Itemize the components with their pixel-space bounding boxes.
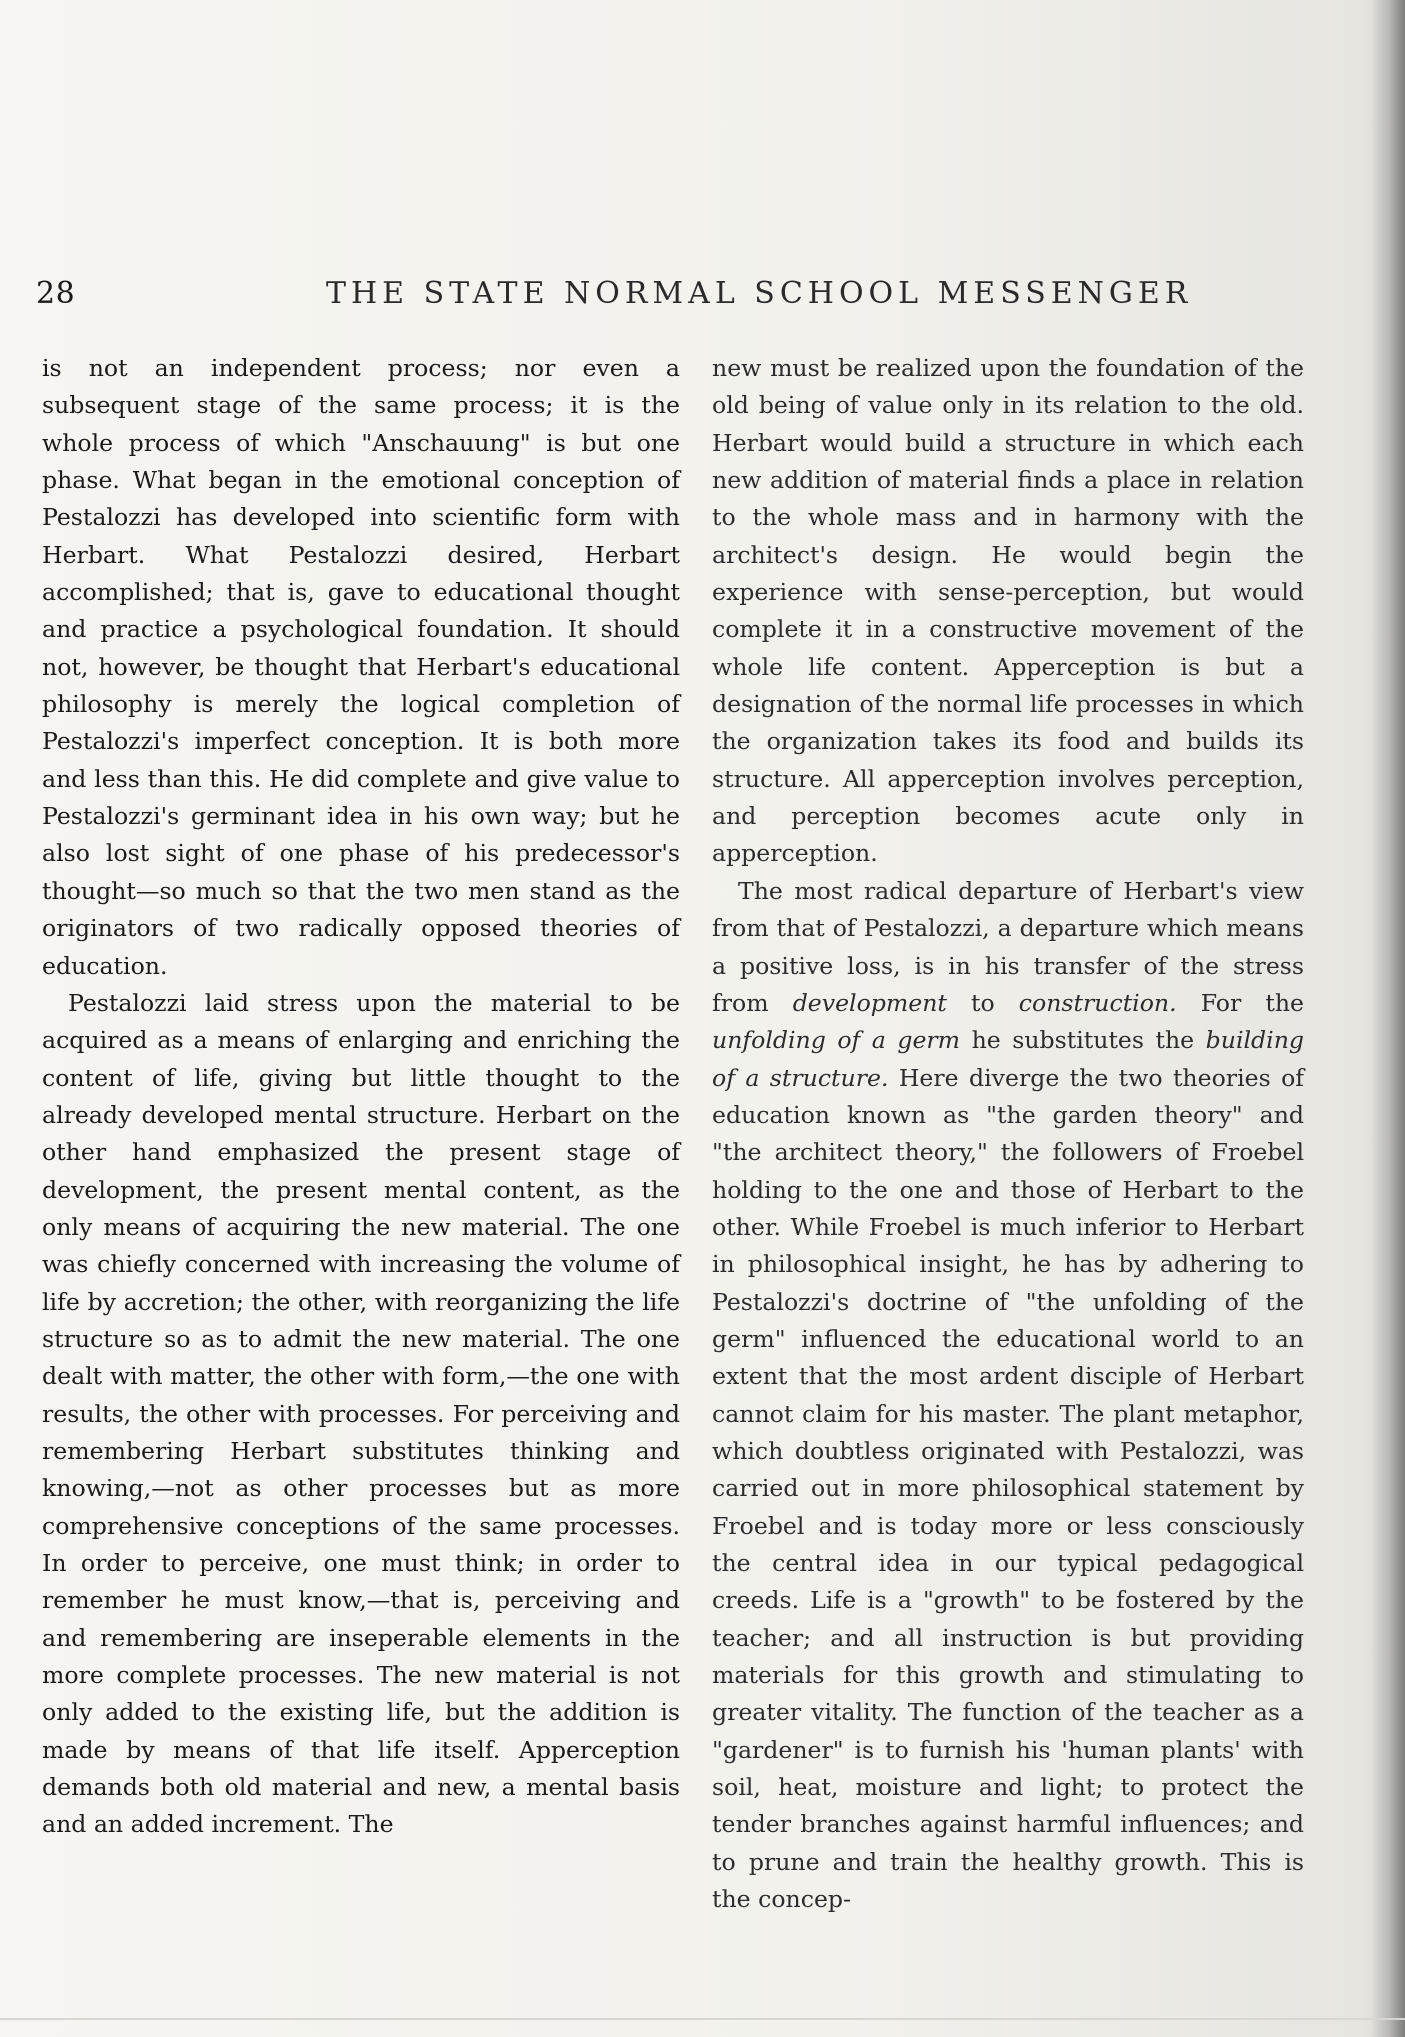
text-run: For the [1176, 988, 1305, 1017]
running-title: THE STATE NORMAL SCHOOL MESSENGER [326, 276, 1193, 311]
text-run: to [946, 988, 1019, 1017]
page-number: 28 [36, 276, 76, 311]
italic-unfolding-of-a-germ: unfolding of a germ [712, 1026, 961, 1055]
text-run: he substitutes the [960, 1026, 1206, 1055]
text-run: The most radical departure of Herbart's view from that of Pestalozzi, a departure which means a positive loss, is in his transfer of the stress from [712, 876, 1304, 1017]
bottom-edge-line [0, 2018, 1405, 2020]
right-column [712, 350, 1304, 1918]
italic-development: development [792, 988, 947, 1017]
page-header [36, 276, 1336, 326]
page-edge-shadow [1371, 0, 1405, 2037]
left-paragraph-2: Pestalozzi laid stress upon the material to be acquired as a means of enlarging and enriching the content of life, giving but little thought to the already developed mental structure. Herbart on the other hand emphasized the present stage of development, the present mental content, as the only means of acquiring the new material. The one was chiefly concerned with increasing the volume of life by accretion; the other, with reorganizing the life structure so as to admit the new material. The one dealt with matter, the other with form,—the one with results, the other with processes. For perceiving and remembering Herbart substitutes thinking and knowing,—not as other processes but as more comprehensive conceptions of the same processes. In order to perceive, one must think; in order to remember he must know,—that is, perceiving and and remembering are inseperable elements in the more complete processes. The new material is not only added to the existing life, but the addition is made by means of that life itself. Apperception demands both old material and new, a mental basis and an added increment. The [42, 988, 680, 1839]
right-paragraph-1: new must be realized upon the foundation of the old being of value only in its relation to the old. Herbart would build a structure in which each new addition of material finds a place in relation to the whole mass and in harmony with the architect's design. He would begin the experience with sense-perception, but would complete it in a constructive movement of the whole life content. Apperception is but a designation of the normal life processes in which the organization takes its food and builds its structure. All apperception involves perception, and perception becomes acute only in apperception. [712, 354, 1304, 868]
left-column [42, 350, 680, 1844]
italic-construction: construction. [1018, 988, 1177, 1017]
right-paragraph-2 [712, 873, 1304, 1919]
left-paragraph-1: is not an independent process; nor even a subsequent stage of the same process; it is the whole process of which "Anschauung" is but one phase. What began in the emotional conception of Pestalozzi has developed into scientific form with Herbart. What Pestalozzi desired, Herbart accomplished; that is, gave to educational thought and practice a psychological foundation. It should not, however, be thought that Herbart's educational philosophy is merely the logical completion of Pestalozzi's imperfect conception. It is both more and less than this. He did complete and give value to Pestalozzi's germinant idea in his own way; but he also lost sight of one phase of his predecessor's thought—so much so that the two men stand as the originators of two radically opposed theories of education. [42, 354, 680, 980]
italic-building-of-a-structure: building of a structure. [712, 1026, 1304, 1092]
text-run: Here diverge the two theories of education known as "the garden theory" and "the architect theory," the followers of Froebel holding to the one and those of Herbart to the other. While Froebel is much inferior to Herbart in philosophical insight, he has by adhering to Pestalozzi's doctrine of "the unfolding of the germ" influenced the educational world to an extent that the most ardent disciple of Herbart cannot claim for his master. The plant metaphor, which doubtless originated with Pestalozzi, was carried out in more philosophical statement by Froebel and is today more or less consciously the central idea in our typical pedagogical creeds. Life is a "growth" to be fostered by the teacher; and all instruction is but providing materials for this growth and stimulating to greater vitality. The function of the teacher as a "gardener" is to furnish his 'human plants' with soil, heat, moisture and light; to protect the tender branches against harmful influences; and to prune and train the healthy growth. This is the concep- [712, 1063, 1305, 1914]
